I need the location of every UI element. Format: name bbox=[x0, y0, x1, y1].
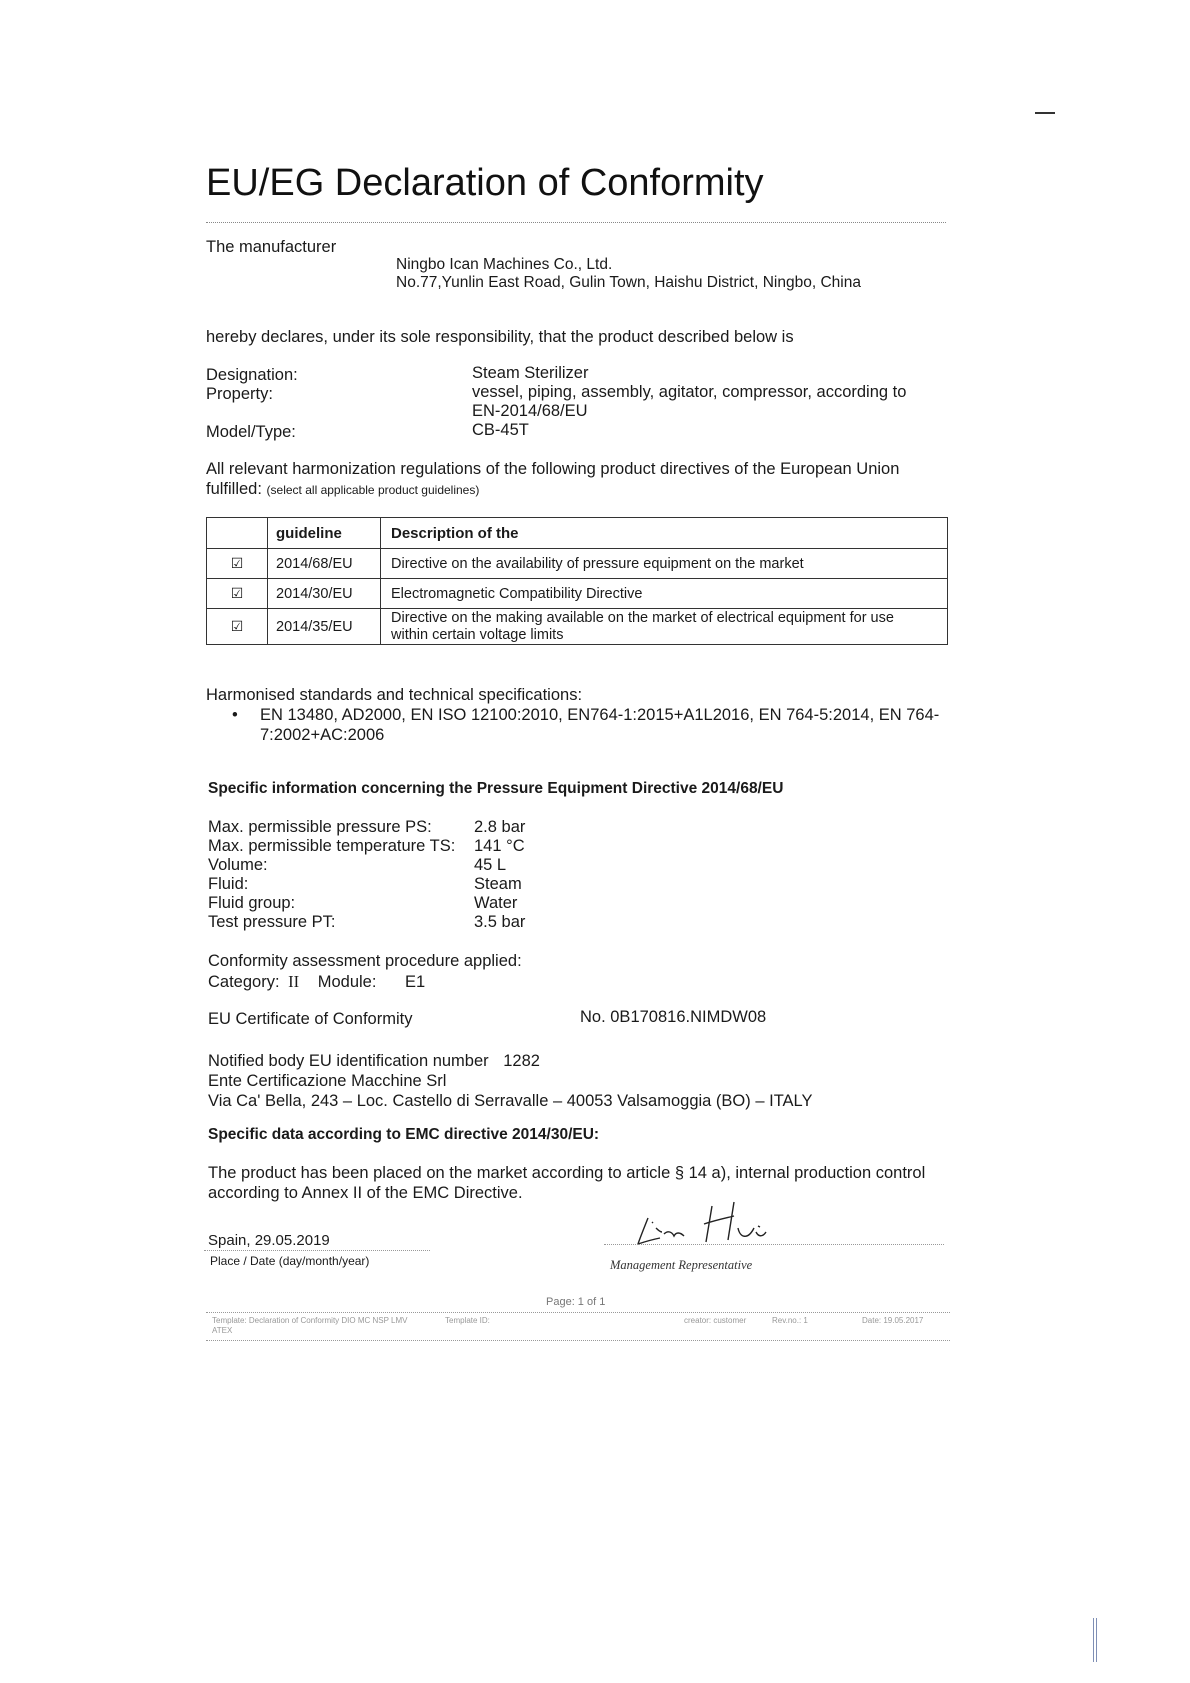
guideline-table bbox=[206, 517, 948, 645]
emc-text-line1: The product has been placed on the market according to article § 14 a), internal production control bbox=[208, 1164, 926, 1182]
bullet-icon: • bbox=[232, 706, 238, 724]
notified-body-address: Via Ca' Bella, 243 – Loc. Castello di Serravalle – 40053 Valsamoggia (BO) – ITALY bbox=[208, 1092, 813, 1110]
footer-date: Date: 19.05.2017 bbox=[862, 1316, 924, 1325]
manufacturer-address: No.77,Yunlin East Road, Gulin Town, Haishu District, Ningbo, China bbox=[396, 274, 861, 291]
ped-heading: Specific information concerning the Pressure Equipment Directive 2014/68/EU bbox=[208, 780, 784, 797]
place-date: Spain, 29.05.2019 bbox=[208, 1232, 330, 1249]
relevant-text-line2 bbox=[206, 480, 479, 500]
conformity-procedure: Conformity assessment procedure applied: bbox=[208, 952, 522, 970]
standards-line2: 7:2002+AC:2006 bbox=[260, 726, 385, 744]
certificate-label: EU Certificate of Conformity bbox=[208, 1010, 413, 1028]
table-row bbox=[207, 579, 948, 609]
spec-value: 3.5 bar bbox=[474, 913, 526, 931]
footer-template2: ATEX bbox=[212, 1326, 233, 1335]
place-date-label: Place / Date (day/month/year) bbox=[210, 1254, 370, 1268]
spec-value: Steam bbox=[474, 875, 522, 893]
standards-line1: EN 13480, AD2000, EN ISO 12100:2010, EN764-1:2015+A1L2016, EN 764-5:2014, EN 764- bbox=[260, 706, 940, 724]
notified-body-line bbox=[208, 1052, 540, 1071]
notified-body-name: Ente Certificazione Macchine Srl bbox=[208, 1072, 447, 1090]
guideline-code: 2014/68/EU bbox=[268, 549, 381, 579]
spec-label: Max. permissible pressure PS: bbox=[208, 818, 432, 836]
page-number: Page: 1 of 1 bbox=[546, 1296, 606, 1308]
spec-label: Test pressure PT: bbox=[208, 913, 336, 931]
spec-value: 45 L bbox=[474, 856, 507, 874]
certificate-number: No. 0B170816.NIMDW08 bbox=[580, 1008, 767, 1026]
relevant-note: (select all applicable product guidelines) bbox=[266, 483, 480, 497]
manufacturer-label: The manufacturer bbox=[206, 238, 337, 256]
footer-rule-top bbox=[206, 1312, 950, 1313]
guideline-description: Electromagnetic Compatibility Directive bbox=[381, 579, 948, 609]
relevant-fulfilled: fulfilled: bbox=[206, 480, 262, 498]
standards-heading: Harmonised standards and technical specifications: bbox=[206, 686, 583, 704]
module-value: E1 bbox=[405, 973, 426, 991]
designation-value: Steam Sterilizer bbox=[472, 364, 589, 382]
table-row bbox=[207, 549, 948, 579]
property-value-line1: vessel, piping, assembly, agitator, compressor, according to bbox=[472, 383, 907, 401]
relevant-text-line1: All relevant harmonization regulations of the following product directives of the European Union bbox=[206, 460, 900, 478]
place-date-rule bbox=[204, 1250, 430, 1251]
footer-rule-bottom bbox=[206, 1340, 950, 1341]
table-row bbox=[207, 609, 948, 645]
checkbox-icon[interactable]: ☑ bbox=[207, 579, 268, 609]
declaration-text: hereby declares, under its sole responsibility, that the product described below is bbox=[206, 328, 794, 346]
model-label: Model/Type: bbox=[206, 423, 296, 441]
guideline-description bbox=[381, 609, 948, 645]
title-rule bbox=[206, 222, 946, 223]
guideline-description-line2: within certain voltage limits bbox=[391, 626, 564, 643]
spec-value: 141 °C bbox=[474, 837, 525, 855]
spec-value: 2.8 bar bbox=[474, 818, 526, 836]
notified-body-label: Notified body EU identification number bbox=[208, 1052, 489, 1070]
header-check bbox=[207, 518, 268, 549]
manufacturer-name: Ningbo Ican Machines Co., Ltd. bbox=[396, 256, 613, 273]
footer-template-id: Template ID: bbox=[445, 1316, 490, 1325]
spec-label: Fluid group: bbox=[208, 894, 296, 912]
spec-value: Water bbox=[474, 894, 518, 912]
guideline-code: 2014/35/EU bbox=[268, 609, 381, 645]
emc-heading: Specific data according to EMC directive 2014/30/EU: bbox=[208, 1126, 600, 1143]
notified-body-number: 1282 bbox=[503, 1052, 540, 1070]
property-label: Property: bbox=[206, 385, 273, 403]
guideline-description: Directive on the availability of pressure equipment on the market bbox=[381, 549, 948, 579]
margin-mark bbox=[1096, 1618, 1097, 1662]
property-value-line2: EN-2014/68/EU bbox=[472, 402, 588, 420]
spec-label: Max. permissible temperature TS: bbox=[208, 837, 456, 855]
checkbox-icon[interactable]: ☑ bbox=[207, 549, 268, 579]
signature-role: Management Representative bbox=[610, 1258, 753, 1272]
designation-label: Designation: bbox=[206, 366, 298, 384]
emc-text-line2: according to Annex II of the EMC Directive. bbox=[208, 1184, 523, 1202]
footer-rev: Rev.no.: 1 bbox=[772, 1316, 808, 1325]
model-value: CB-45T bbox=[472, 421, 529, 439]
checkbox-icon[interactable]: ☑ bbox=[207, 609, 268, 645]
footer-creator: creator: customer bbox=[684, 1316, 747, 1325]
header-guideline: guideline bbox=[268, 518, 381, 549]
document-title: EU/EG Declaration of Conformity bbox=[206, 162, 764, 204]
guideline-description-line1: Directive on the making available on the market of electrical equipment for use bbox=[391, 609, 894, 626]
margin-mark bbox=[1093, 1618, 1094, 1662]
signature-handwriting bbox=[630, 1198, 770, 1250]
category-line bbox=[208, 972, 425, 992]
category-label: Category: bbox=[208, 973, 280, 991]
corner-mark bbox=[1035, 112, 1055, 114]
spec-label: Volume: bbox=[208, 856, 268, 874]
module-label: Module: bbox=[317, 973, 377, 991]
signature-rule bbox=[604, 1244, 944, 1245]
footer-template: Template: Declaration of Conformity DIO MC NSP LMV bbox=[212, 1316, 408, 1325]
category-value: II bbox=[288, 972, 300, 991]
table-header-row bbox=[207, 518, 948, 549]
header-description: Description of the bbox=[381, 518, 948, 549]
guideline-code: 2014/30/EU bbox=[268, 579, 381, 609]
spec-label: Fluid: bbox=[208, 875, 249, 893]
